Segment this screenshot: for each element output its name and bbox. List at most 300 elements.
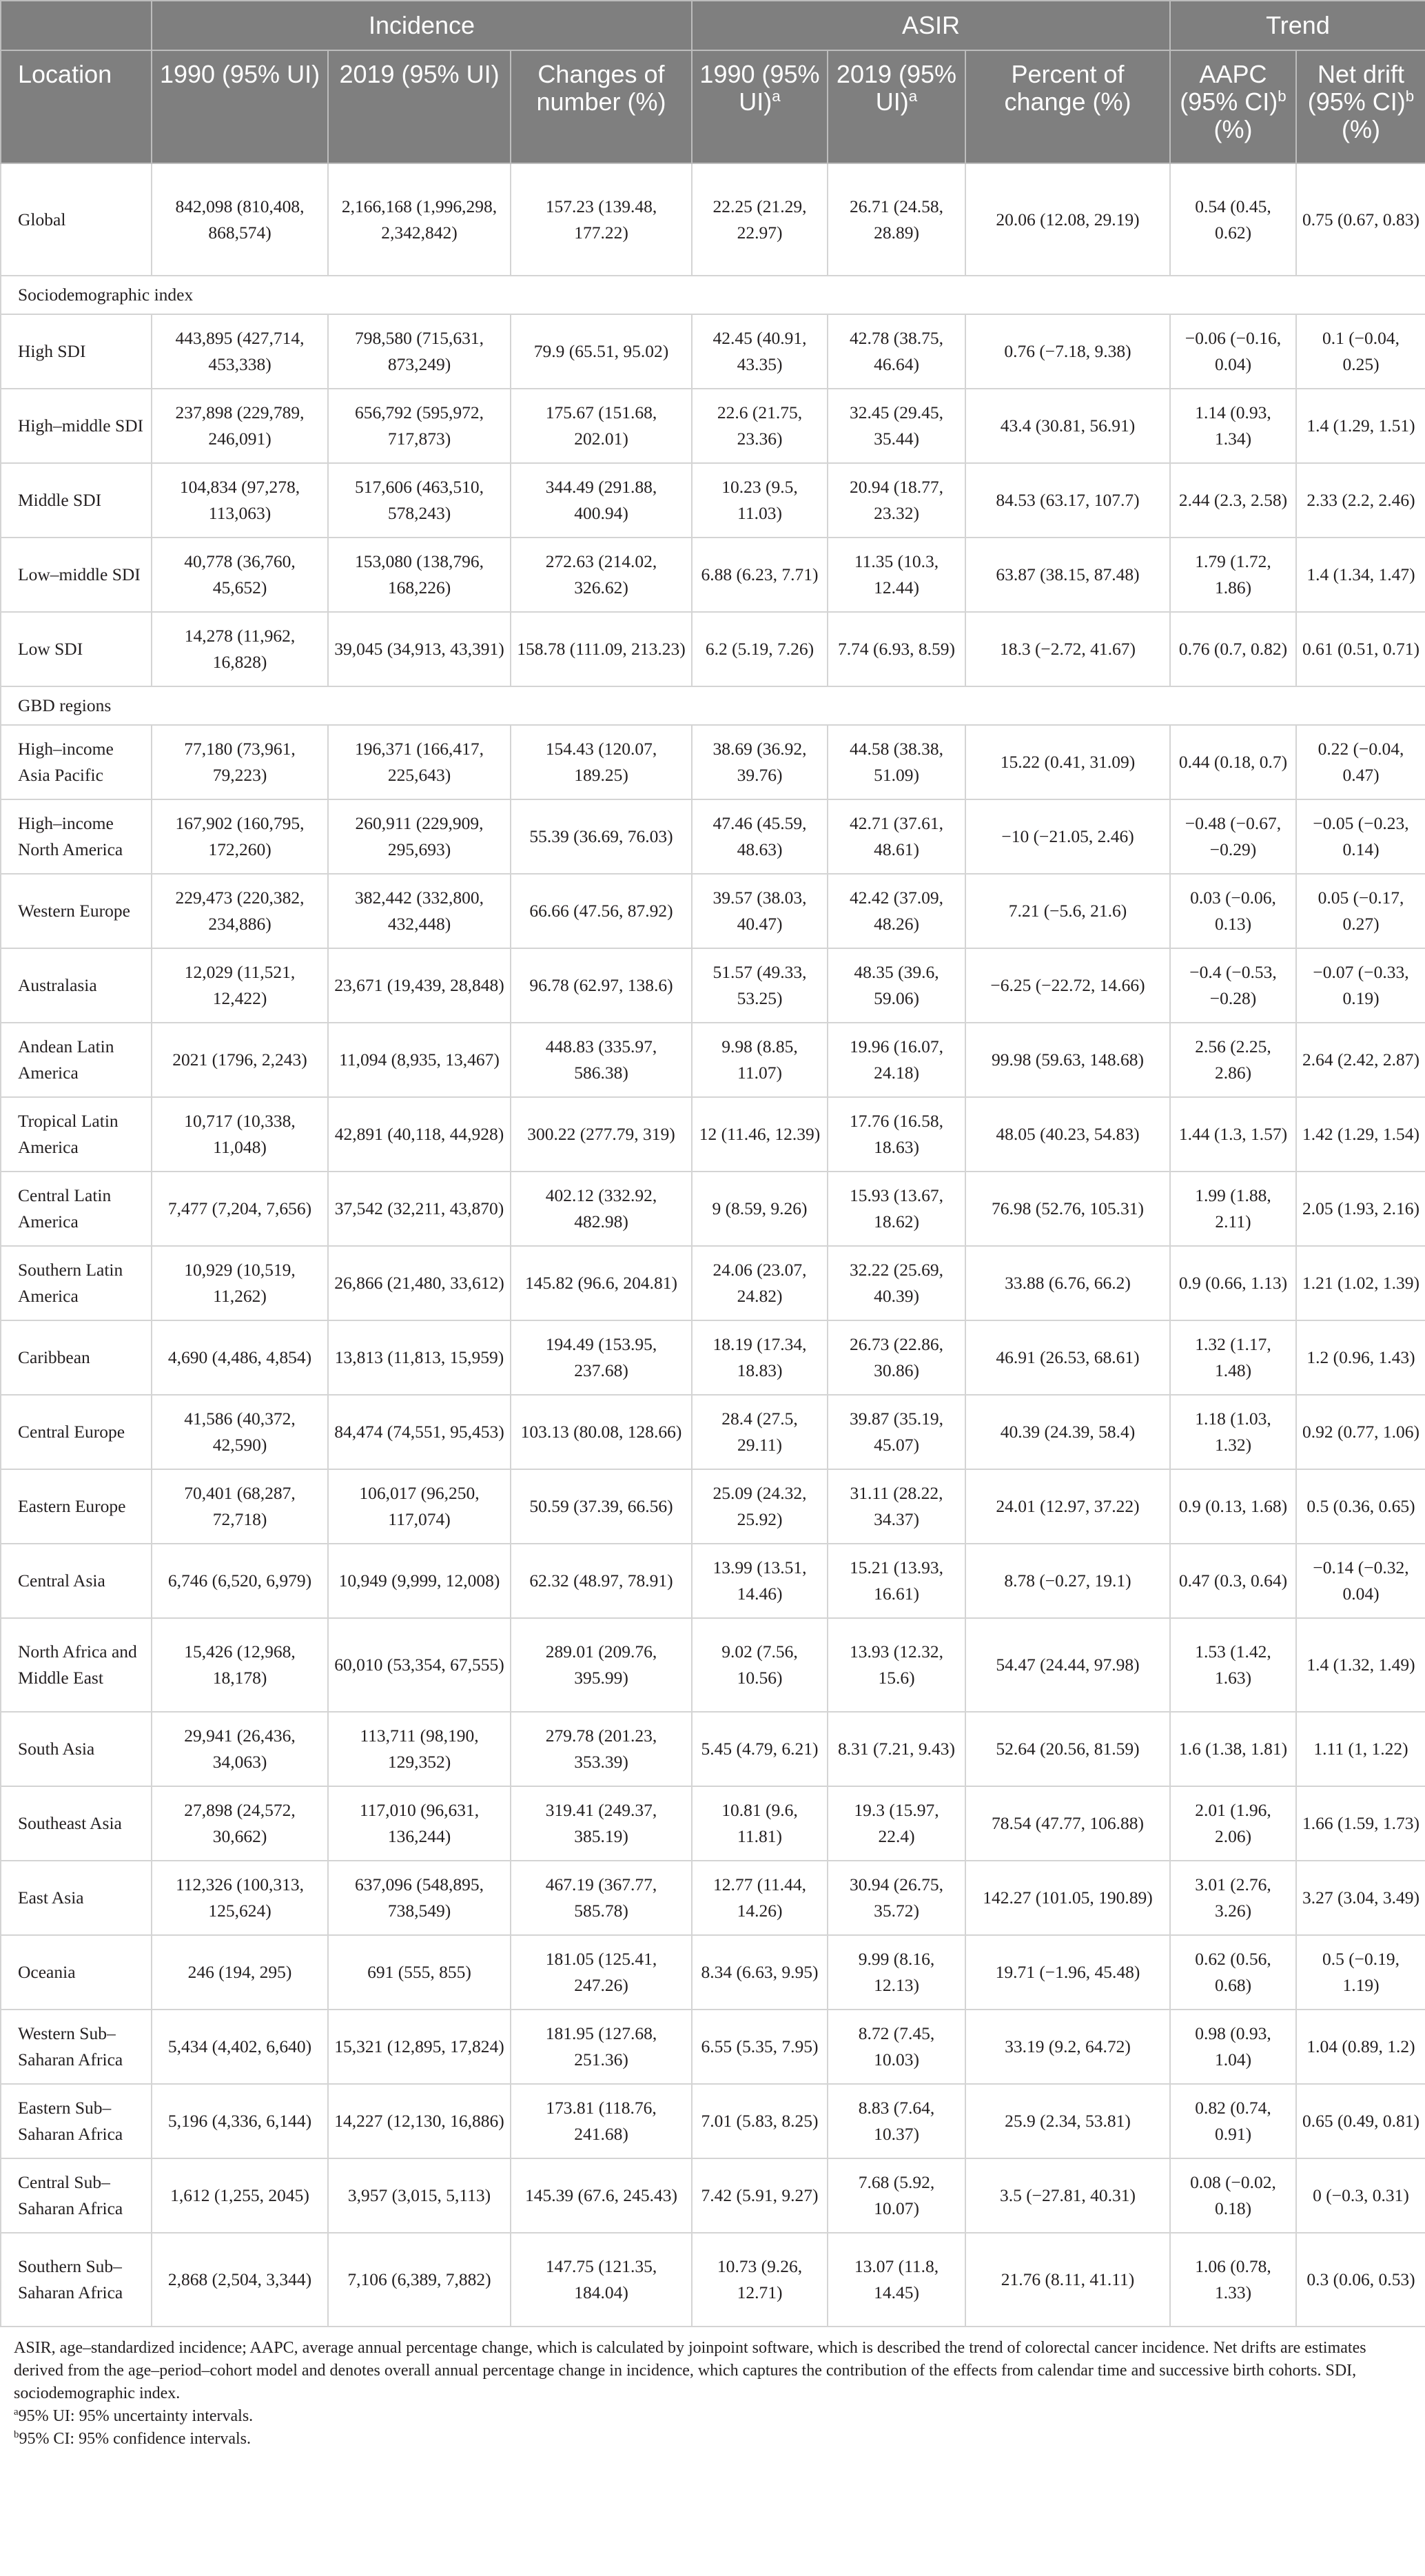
table-row <box>1 2010 1425 2084</box>
incidence-change-cell: 279.78 (201.23, 353.39) <box>511 1712 692 1786</box>
footnote-mark-a: a <box>908 88 918 105</box>
table-row <box>1 538 1425 612</box>
location-cell: North Africa and Middle East <box>1 1618 152 1712</box>
incidence-1990-cell: 237,898 (229,789, 246,091) <box>152 389 328 463</box>
asir-2019-cell: 39.87 (35.19, 45.07) <box>828 1395 965 1469</box>
incidence-1990-cell: 5,434 (4,402, 6,640) <box>152 2010 328 2084</box>
aapc-cell: 0.54 (0.45, 0.62) <box>1170 163 1296 276</box>
incidence-1990-cell: 41,586 (40,372, 42,590) <box>152 1395 328 1469</box>
net-drift-cell: −0.14 (−0.32, 0.04) <box>1296 1544 1425 1618</box>
asir-change-cell: 21.76 (8.11, 41.11) <box>965 2233 1170 2327</box>
location-cell: Low SDI <box>1 612 152 686</box>
header-aapc-unit: (%) <box>1213 115 1253 143</box>
asir-1990-cell: 6.55 (5.35, 7.95) <box>692 2010 828 2084</box>
location-cell: East Asia <box>1 1861 152 1935</box>
asir-2019-cell: 19.96 (16.07, 24.18) <box>828 1023 965 1097</box>
location-cell: High–income Asia Pacific <box>1 725 152 799</box>
asir-change-cell: 18.3 (−2.72, 41.67) <box>965 612 1170 686</box>
incidence-change-cell: 181.05 (125.41, 247.26) <box>511 1935 692 2010</box>
table-row <box>1 1172 1425 1246</box>
asir-2019-cell: 42.71 (37.61, 48.61) <box>828 799 965 874</box>
aapc-cell: 0.9 (0.66, 1.13) <box>1170 1246 1296 1320</box>
incidence-1990-cell: 229,473 (220,382, 234,886) <box>152 874 328 948</box>
asir-1990-cell: 10.23 (9.5, 11.03) <box>692 463 828 538</box>
asir-1990-cell: 22.6 (21.75, 23.36) <box>692 389 828 463</box>
incidence-2019-cell: 39,045 (34,913, 43,391) <box>328 612 511 686</box>
incidence-2019-cell: 42,891 (40,118, 44,928) <box>328 1097 511 1172</box>
aapc-cell: 1.53 (1.42, 1.63) <box>1170 1618 1296 1712</box>
asir-change-cell: 99.98 (59.63, 148.68) <box>965 1023 1170 1097</box>
net-drift-cell: 0.65 (0.49, 0.81) <box>1296 2084 1425 2158</box>
header-aapc-label: AAPC (95% CI) <box>1180 60 1278 116</box>
footnote-a-text: 95% UI: 95% uncertainty intervals. <box>18 2407 254 2425</box>
incidence-1990-cell: 77,180 (73,961, 79,223) <box>152 725 328 799</box>
aapc-cell: 0.82 (0.74, 0.91) <box>1170 2084 1296 2158</box>
incidence-2019-cell: 153,080 (138,796, 168,226) <box>328 538 511 612</box>
aapc-cell: 2.44 (2.3, 2.58) <box>1170 463 1296 538</box>
net-drift-cell: 1.21 (1.02, 1.39) <box>1296 1246 1425 1320</box>
incidence-change-cell: 96.78 (62.97, 138.6) <box>511 948 692 1023</box>
asir-1990-cell: 6.2 (5.19, 7.26) <box>692 612 828 686</box>
asir-change-cell: −6.25 (−22.72, 14.66) <box>965 948 1170 1023</box>
asir-2019-cell: 44.58 (38.38, 51.09) <box>828 725 965 799</box>
aapc-cell: −0.4 (−0.53, −0.28) <box>1170 948 1296 1023</box>
location-cell: Central Latin America <box>1 1172 152 1246</box>
incidence-2019-cell: 656,792 (595,972, 717,873) <box>328 389 511 463</box>
aapc-cell: 0.03 (−0.06, 0.13) <box>1170 874 1296 948</box>
asir-change-cell: 52.64 (20.56, 81.59) <box>965 1712 1170 1786</box>
net-drift-cell: −0.07 (−0.33, 0.19) <box>1296 948 1425 1023</box>
asir-change-cell: 20.06 (12.08, 29.19) <box>965 163 1170 276</box>
incidence-change-cell: 344.49 (291.88, 400.94) <box>511 463 692 538</box>
asir-2019-cell: 11.35 (10.3, 12.44) <box>828 538 965 612</box>
aapc-cell: 1.44 (1.3, 1.57) <box>1170 1097 1296 1172</box>
incidence-change-cell: 175.67 (151.68, 202.01) <box>511 389 692 463</box>
aapc-cell: 2.56 (2.25, 2.86) <box>1170 1023 1296 1097</box>
footnote-mark-a: a <box>772 88 781 105</box>
incidence-change-cell: 145.82 (96.6, 204.81) <box>511 1246 692 1320</box>
net-drift-cell: 1.04 (0.89, 1.2) <box>1296 2010 1425 2084</box>
asir-1990-cell: 25.09 (24.32, 25.92) <box>692 1469 828 1544</box>
aapc-cell: 0.47 (0.3, 0.64) <box>1170 1544 1296 1618</box>
header-net-drift <box>1296 50 1425 163</box>
location-cell: Southern Latin America <box>1 1246 152 1320</box>
asir-change-cell: −10 (−21.05, 2.46) <box>965 799 1170 874</box>
table-row <box>1 874 1425 948</box>
net-drift-cell: 2.33 (2.2, 2.46) <box>1296 463 1425 538</box>
incidence-1990-cell: 246 (194, 295) <box>152 1935 328 2010</box>
table-row <box>1 2158 1425 2233</box>
location-cell: High–income North America <box>1 799 152 874</box>
location-cell: Southeast Asia <box>1 1786 152 1861</box>
incidence-1990-cell: 443,895 (427,714, 453,338) <box>152 314 328 389</box>
asir-1990-cell: 39.57 (38.03, 40.47) <box>692 874 828 948</box>
net-drift-cell: 0.22 (−0.04, 0.47) <box>1296 725 1425 799</box>
section-label-gbd: GBD regions <box>1 686 1425 725</box>
asir-2019-cell: 8.72 (7.45, 10.03) <box>828 2010 965 2084</box>
aapc-cell: −0.06 (−0.16, 0.04) <box>1170 314 1296 389</box>
incidence-1990-cell: 5,196 (4,336, 6,144) <box>152 2084 328 2158</box>
net-drift-cell: 0.61 (0.51, 0.71) <box>1296 612 1425 686</box>
table-row <box>1 1544 1425 1618</box>
incidence-2019-cell: 14,227 (12,130, 16,886) <box>328 2084 511 2158</box>
incidence-2019-cell: 26,866 (21,480, 33,612) <box>328 1246 511 1320</box>
aapc-cell: 1.32 (1.17, 1.48) <box>1170 1320 1296 1395</box>
incidence-2019-cell: 382,442 (332,800, 432,448) <box>328 874 511 948</box>
table-row <box>1 1246 1425 1320</box>
incidence-2019-cell: 37,542 (32,211, 43,870) <box>328 1172 511 1246</box>
asir-1990-cell: 9.02 (7.56, 10.56) <box>692 1618 828 1712</box>
incidence-2019-cell: 517,606 (463,510, 578,243) <box>328 463 511 538</box>
table-header <box>1 1 1425 163</box>
header-group-row <box>1 1 1425 50</box>
incidence-2019-cell: 3,957 (3,015, 5,113) <box>328 2158 511 2233</box>
footnote-a-mark: a <box>14 2406 19 2417</box>
incidence-1990-cell: 1,612 (1,255, 2045) <box>152 2158 328 2233</box>
incidence-2019-cell: 117,010 (96,631, 136,244) <box>328 1786 511 1861</box>
asir-1990-cell: 24.06 (23.07, 24.82) <box>692 1246 828 1320</box>
net-drift-cell: 0.3 (0.06, 0.53) <box>1296 2233 1425 2327</box>
location-cell: Eastern Europe <box>1 1469 152 1544</box>
header-incidence-1990: 1990 (95% UI) <box>152 50 328 163</box>
asir-change-cell: 48.05 (40.23, 54.83) <box>965 1097 1170 1172</box>
asir-change-cell: 25.9 (2.34, 53.81) <box>965 2084 1170 2158</box>
asir-change-cell: 54.47 (24.44, 97.98) <box>965 1618 1170 1712</box>
footnote-b <box>14 2428 1411 2451</box>
incidence-2019-cell: 260,911 (229,909, 295,693) <box>328 799 511 874</box>
footnote-b-text: 95% CI: 95% confidence intervals. <box>19 2430 251 2448</box>
asir-2019-cell: 9.99 (8.16, 12.13) <box>828 1935 965 2010</box>
net-drift-cell: 3.27 (3.04, 3.49) <box>1296 1861 1425 1935</box>
table-row <box>1 389 1425 463</box>
incidence-1990-cell: 15,426 (12,968, 18,178) <box>152 1618 328 1712</box>
table-body <box>1 163 1425 2327</box>
incidence-1990-cell: 2,868 (2,504, 3,344) <box>152 2233 328 2327</box>
table-row <box>1 2233 1425 2327</box>
incidence-change-cell: 319.41 (249.37, 385.19) <box>511 1786 692 1861</box>
aapc-cell: 0.76 (0.7, 0.82) <box>1170 612 1296 686</box>
incidence-2019-cell: 798,580 (715,631, 873,249) <box>328 314 511 389</box>
incidence-1990-cell: 104,834 (97,278, 113,063) <box>152 463 328 538</box>
footnote-abbreviations: ASIR, age–standardized incidence; AAPC, average annual percentage change, which is calculated by joinpoint software, which is described the trend of colorectal cancer incidence. Net drifts are estimates derived from the age–period–cohort model and denotes overall annual percentage change in incidence, which captures the contribution of the effects from calendar time and successive birth cohorts. SDI, sociodemographic index. <box>14 2339 1366 2402</box>
asir-2019-cell: 30.94 (26.75, 35.72) <box>828 1861 965 1935</box>
table-row <box>1 1712 1425 1786</box>
incidence-2019-cell: 13,813 (11,813, 15,959) <box>328 1320 511 1395</box>
incidence-2019-cell: 11,094 (8,935, 13,467) <box>328 1023 511 1097</box>
location-cell: Low–middle SDI <box>1 538 152 612</box>
location-cell: High–middle SDI <box>1 389 152 463</box>
net-drift-cell: 1.4 (1.34, 1.47) <box>1296 538 1425 612</box>
asir-change-cell: 24.01 (12.97, 37.22) <box>965 1469 1170 1544</box>
table-row <box>1 1618 1425 1712</box>
incidence-change-cell: 145.39 (67.6, 245.43) <box>511 2158 692 2233</box>
table-row <box>1 1469 1425 1544</box>
footnote-mark-b: b <box>1405 88 1415 105</box>
asir-1990-cell: 7.42 (5.91, 9.27) <box>692 2158 828 2233</box>
incidence-change-cell: 300.22 (277.79, 319) <box>511 1097 692 1172</box>
asir-2019-cell: 17.76 (16.58, 18.63) <box>828 1097 965 1172</box>
asir-2019-cell: 42.42 (37.09, 48.26) <box>828 874 965 948</box>
asir-change-cell: 76.98 (52.76, 105.31) <box>965 1172 1170 1246</box>
table-footnotes <box>0 2327 1425 2451</box>
location-cell: Eastern Sub–Saharan Africa <box>1 2084 152 2158</box>
header-incidence-2019: 2019 (95% UI) <box>328 50 511 163</box>
header-group-incidence: Incidence <box>152 1 692 50</box>
table-row <box>1 2084 1425 2158</box>
header-aapc <box>1170 50 1296 163</box>
table-row <box>1 314 1425 389</box>
incidence-2019-cell: 196,371 (166,417, 225,643) <box>328 725 511 799</box>
incidence-change-cell: 147.75 (121.35, 184.04) <box>511 2233 692 2327</box>
asir-1990-cell: 5.45 (4.79, 6.21) <box>692 1712 828 1786</box>
asir-2019-cell: 20.94 (18.77, 23.32) <box>828 463 965 538</box>
incidence-2019-cell: 7,106 (6,389, 7,882) <box>328 2233 511 2327</box>
incidence-1990-cell: 112,326 (100,313, 125,624) <box>152 1861 328 1935</box>
aapc-cell: 0.62 (0.56, 0.68) <box>1170 1935 1296 2010</box>
location-cell: Australasia <box>1 948 152 1023</box>
asir-1990-cell: 7.01 (5.83, 8.25) <box>692 2084 828 2158</box>
asir-1990-cell: 51.57 (49.33, 53.25) <box>692 948 828 1023</box>
aapc-cell: 0.08 (−0.02, 0.18) <box>1170 2158 1296 2233</box>
header-incidence-change: Changes of number (%) <box>511 50 692 163</box>
incidence-change-cell: 62.32 (48.97, 78.91) <box>511 1544 692 1618</box>
net-drift-cell: 1.4 (1.32, 1.49) <box>1296 1618 1425 1712</box>
net-drift-cell: 0.5 (−0.19, 1.19) <box>1296 1935 1425 2010</box>
asir-1990-cell: 18.19 (17.34, 18.83) <box>692 1320 828 1395</box>
asir-change-cell: 46.91 (26.53, 68.61) <box>965 1320 1170 1395</box>
net-drift-cell: 1.2 (0.96, 1.43) <box>1296 1320 1425 1395</box>
asir-change-cell: 78.54 (47.77, 106.88) <box>965 1786 1170 1861</box>
asir-1990-cell: 12 (11.46, 12.39) <box>692 1097 828 1172</box>
asir-1990-cell: 42.45 (40.91, 43.35) <box>692 314 828 389</box>
incidence-1990-cell: 14,278 (11,962, 16,828) <box>152 612 328 686</box>
asir-change-cell: 3.5 (−27.81, 40.31) <box>965 2158 1170 2233</box>
aapc-cell: 1.6 (1.38, 1.81) <box>1170 1712 1296 1786</box>
incidence-change-cell: 173.81 (118.76, 241.68) <box>511 2084 692 2158</box>
incidence-1990-cell: 167,902 (160,795, 172,260) <box>152 799 328 874</box>
incidence-2019-cell: 10,949 (9,999, 12,008) <box>328 1544 511 1618</box>
net-drift-cell: 1.11 (1, 1.22) <box>1296 1712 1425 1786</box>
location-cell: Andean Latin America <box>1 1023 152 1097</box>
table-row <box>1 1023 1425 1097</box>
header-net-drift-unit: (%) <box>1342 115 1380 143</box>
asir-2019-cell: 15.93 (13.67, 18.62) <box>828 1172 965 1246</box>
footnote-mark-b: b <box>1278 88 1286 105</box>
location-cell: Middle SDI <box>1 463 152 538</box>
asir-change-cell: 63.87 (38.15, 87.48) <box>965 538 1170 612</box>
incidence-change-cell: 194.49 (153.95, 237.68) <box>511 1320 692 1395</box>
table-row <box>1 799 1425 874</box>
asir-2019-cell: 48.35 (39.6, 59.06) <box>828 948 965 1023</box>
location-cell: Tropical Latin America <box>1 1097 152 1172</box>
asir-2019-cell: 15.21 (13.93, 16.61) <box>828 1544 965 1618</box>
net-drift-cell: 0.75 (0.67, 0.83) <box>1296 163 1425 276</box>
asir-2019-cell: 32.45 (29.45, 35.44) <box>828 389 965 463</box>
aapc-cell: −0.48 (−0.67, −0.29) <box>1170 799 1296 874</box>
aapc-cell: 1.18 (1.03, 1.32) <box>1170 1395 1296 1469</box>
incidence-2019-cell: 15,321 (12,895, 17,824) <box>328 2010 511 2084</box>
header-location: Location <box>1 50 152 163</box>
asir-change-cell: 84.53 (63.17, 107.7) <box>965 463 1170 538</box>
incidence-change-cell: 448.83 (335.97, 586.38) <box>511 1023 692 1097</box>
incidence-2019-cell: 84,474 (74,551, 95,453) <box>328 1395 511 1469</box>
aapc-cell: 1.14 (0.93, 1.34) <box>1170 389 1296 463</box>
incidence-2019-cell: 23,671 (19,439, 28,848) <box>328 948 511 1023</box>
net-drift-cell: 2.05 (1.93, 2.16) <box>1296 1172 1425 1246</box>
incidence-change-cell: 154.43 (120.07, 189.25) <box>511 725 692 799</box>
location-cell: Western Sub–Saharan Africa <box>1 2010 152 2084</box>
asir-1990-cell: 10.81 (9.6, 11.81) <box>692 1786 828 1861</box>
asir-1990-cell: 10.73 (9.26, 12.71) <box>692 2233 828 2327</box>
net-drift-cell: 0.1 (−0.04, 0.25) <box>1296 314 1425 389</box>
table-row <box>1 1097 1425 1172</box>
asir-1990-cell: 47.46 (45.59, 48.63) <box>692 799 828 874</box>
location-cell: Western Europe <box>1 874 152 948</box>
header-asir-change: Percent of change (%) <box>965 50 1170 163</box>
footnote-a <box>14 2405 1411 2428</box>
asir-change-cell: 8.78 (−0.27, 19.1) <box>965 1544 1170 1618</box>
location-cell: High SDI <box>1 314 152 389</box>
location-cell: Global <box>1 163 152 276</box>
table-row <box>1 1786 1425 1861</box>
incidence-1990-cell: 10,717 (10,338, 11,048) <box>152 1097 328 1172</box>
table-row <box>1 1861 1425 1935</box>
aapc-cell: 1.99 (1.88, 2.11) <box>1170 1172 1296 1246</box>
asir-change-cell: 33.19 (9.2, 64.72) <box>965 2010 1170 2084</box>
section-label-sdi: Sociodemographic index <box>1 276 1425 314</box>
asir-change-cell: 19.71 (−1.96, 45.48) <box>965 1935 1170 2010</box>
net-drift-cell: 0 (−0.3, 0.31) <box>1296 2158 1425 2233</box>
incidence-change-cell: 181.95 (127.68, 251.36) <box>511 2010 692 2084</box>
incidence-change-cell: 402.12 (332.92, 482.98) <box>511 1172 692 1246</box>
table-row <box>1 1395 1425 1469</box>
asir-1990-cell: 9 (8.59, 9.26) <box>692 1172 828 1246</box>
aapc-cell: 1.06 (0.78, 1.33) <box>1170 2233 1296 2327</box>
asir-1990-cell: 6.88 (6.23, 7.71) <box>692 538 828 612</box>
incidence-change-cell: 103.13 (80.08, 128.66) <box>511 1395 692 1469</box>
asir-1990-cell: 12.77 (11.44, 14.26) <box>692 1861 828 1935</box>
asir-2019-cell: 13.93 (12.32, 15.6) <box>828 1618 965 1712</box>
aapc-cell: 3.01 (2.76, 3.26) <box>1170 1861 1296 1935</box>
net-drift-cell: 0.5 (0.36, 0.65) <box>1296 1469 1425 1544</box>
incidence-1990-cell: 842,098 (810,408, 868,574) <box>152 163 328 276</box>
table-row <box>1 612 1425 686</box>
asir-change-cell: 15.22 (0.41, 31.09) <box>965 725 1170 799</box>
aapc-cell: 0.44 (0.18, 0.7) <box>1170 725 1296 799</box>
aapc-cell: 0.9 (0.13, 1.68) <box>1170 1469 1296 1544</box>
table-row <box>1 948 1425 1023</box>
asir-change-cell: 40.39 (24.39, 58.4) <box>965 1395 1170 1469</box>
aapc-cell: 1.79 (1.72, 1.86) <box>1170 538 1296 612</box>
incidence-2019-cell: 60,010 (53,354, 67,555) <box>328 1618 511 1712</box>
incidence-change-cell: 55.39 (36.69, 76.03) <box>511 799 692 874</box>
incidence-2019-cell: 637,096 (548,895, 738,549) <box>328 1861 511 1935</box>
location-cell: Central Europe <box>1 1395 152 1469</box>
asir-change-cell: 7.21 (−5.6, 21.6) <box>965 874 1170 948</box>
header-column-row <box>1 50 1425 163</box>
incidence-change-cell: 79.9 (65.51, 95.02) <box>511 314 692 389</box>
header-asir-2019 <box>828 50 965 163</box>
incidence-1990-cell: 40,778 (36,760, 45,652) <box>152 538 328 612</box>
incidence-2019-cell: 2,166,168 (1,996,298, 2,342,842) <box>328 163 511 276</box>
incidence-1990-cell: 27,898 (24,572, 30,662) <box>152 1786 328 1861</box>
table-row <box>1 1320 1425 1395</box>
incidence-2019-cell: 106,017 (96,250, 117,074) <box>328 1469 511 1544</box>
table-row <box>1 463 1425 538</box>
asir-2019-cell: 42.78 (38.75, 46.64) <box>828 314 965 389</box>
net-drift-cell: 1.42 (1.29, 1.54) <box>1296 1097 1425 1172</box>
incidence-2019-cell: 691 (555, 855) <box>328 1935 511 2010</box>
incidence-change-cell: 50.59 (37.39, 66.56) <box>511 1469 692 1544</box>
location-cell: Southern Sub–Saharan Africa <box>1 2233 152 2327</box>
asir-2019-cell: 26.73 (22.86, 30.86) <box>828 1320 965 1395</box>
aapc-cell: 2.01 (1.96, 2.06) <box>1170 1786 1296 1861</box>
header-asir-1990-label: 1990 (95% UI) <box>699 60 820 116</box>
asir-1990-cell: 13.99 (13.51, 14.46) <box>692 1544 828 1618</box>
incidence-change-cell: 467.19 (367.77, 585.78) <box>511 1861 692 1935</box>
table-row <box>1 163 1425 276</box>
aapc-cell: 0.98 (0.93, 1.04) <box>1170 2010 1296 2084</box>
asir-2019-cell: 7.68 (5.92, 10.07) <box>828 2158 965 2233</box>
location-cell: South Asia <box>1 1712 152 1786</box>
net-drift-cell: 1.66 (1.59, 1.73) <box>1296 1786 1425 1861</box>
incidence-change-cell: 158.78 (111.09, 213.23) <box>511 612 692 686</box>
location-cell: Central Sub–Saharan Africa <box>1 2158 152 2233</box>
footnote-b-mark: b <box>14 2429 19 2440</box>
net-drift-cell: 0.92 (0.77, 1.06) <box>1296 1395 1425 1469</box>
incidence-change-cell: 272.63 (214.02, 326.62) <box>511 538 692 612</box>
location-cell: Caribbean <box>1 1320 152 1395</box>
asir-2019-cell: 26.71 (24.58, 28.89) <box>828 163 965 276</box>
asir-1990-cell: 8.34 (6.63, 9.95) <box>692 1935 828 2010</box>
header-asir-2019-label: 2019 (95% UI) <box>836 60 957 116</box>
net-drift-cell: 0.05 (−0.17, 0.27) <box>1296 874 1425 948</box>
incidence-change-cell: 66.66 (47.56, 87.92) <box>511 874 692 948</box>
asir-1990-cell: 28.4 (27.5, 29.11) <box>692 1395 828 1469</box>
asir-1990-cell: 22.25 (21.29, 22.97) <box>692 163 828 276</box>
asir-change-cell: 43.4 (30.81, 56.91) <box>965 389 1170 463</box>
location-cell: Oceania <box>1 1935 152 2010</box>
section-row-sdi <box>1 276 1425 314</box>
net-drift-cell: 2.64 (2.42, 2.87) <box>1296 1023 1425 1097</box>
header-group-asir: ASIR <box>692 1 1170 50</box>
asir-2019-cell: 8.83 (7.64, 10.37) <box>828 2084 965 2158</box>
asir-change-cell: 0.76 (−7.18, 9.38) <box>965 314 1170 389</box>
incidence-1990-cell: 6,746 (6,520, 6,979) <box>152 1544 328 1618</box>
asir-2019-cell: 7.74 (6.93, 8.59) <box>828 612 965 686</box>
section-row-gbd <box>1 686 1425 725</box>
net-drift-cell: 1.4 (1.29, 1.51) <box>1296 389 1425 463</box>
header-group-trend: Trend <box>1170 1 1425 50</box>
incidence-1990-cell: 7,477 (7,204, 7,656) <box>152 1172 328 1246</box>
header-asir-1990 <box>692 50 828 163</box>
incidence-1990-cell: 4,690 (4,486, 4,854) <box>152 1320 328 1395</box>
incidence-2019-cell: 113,711 (98,190, 129,352) <box>328 1712 511 1786</box>
table-row <box>1 1935 1425 2010</box>
net-drift-cell: −0.05 (−0.23, 0.14) <box>1296 799 1425 874</box>
asir-1990-cell: 38.69 (36.92, 39.76) <box>692 725 828 799</box>
incidence-1990-cell: 12,029 (11,521, 12,422) <box>152 948 328 1023</box>
asir-2019-cell: 32.22 (25.69, 40.39) <box>828 1246 965 1320</box>
asir-2019-cell: 31.11 (28.22, 34.37) <box>828 1469 965 1544</box>
incidence-change-cell: 157.23 (139.48, 177.22) <box>511 163 692 276</box>
location-cell: Central Asia <box>1 1544 152 1618</box>
incidence-change-cell: 289.01 (209.76, 395.99) <box>511 1618 692 1712</box>
asir-2019-cell: 13.07 (11.8, 14.45) <box>828 2233 965 2327</box>
incidence-1990-cell: 29,941 (26,436, 34,063) <box>152 1712 328 1786</box>
asir-change-cell: 142.27 (101.05, 190.89) <box>965 1861 1170 1935</box>
asir-change-cell: 33.88 (6.76, 66.2) <box>965 1246 1170 1320</box>
